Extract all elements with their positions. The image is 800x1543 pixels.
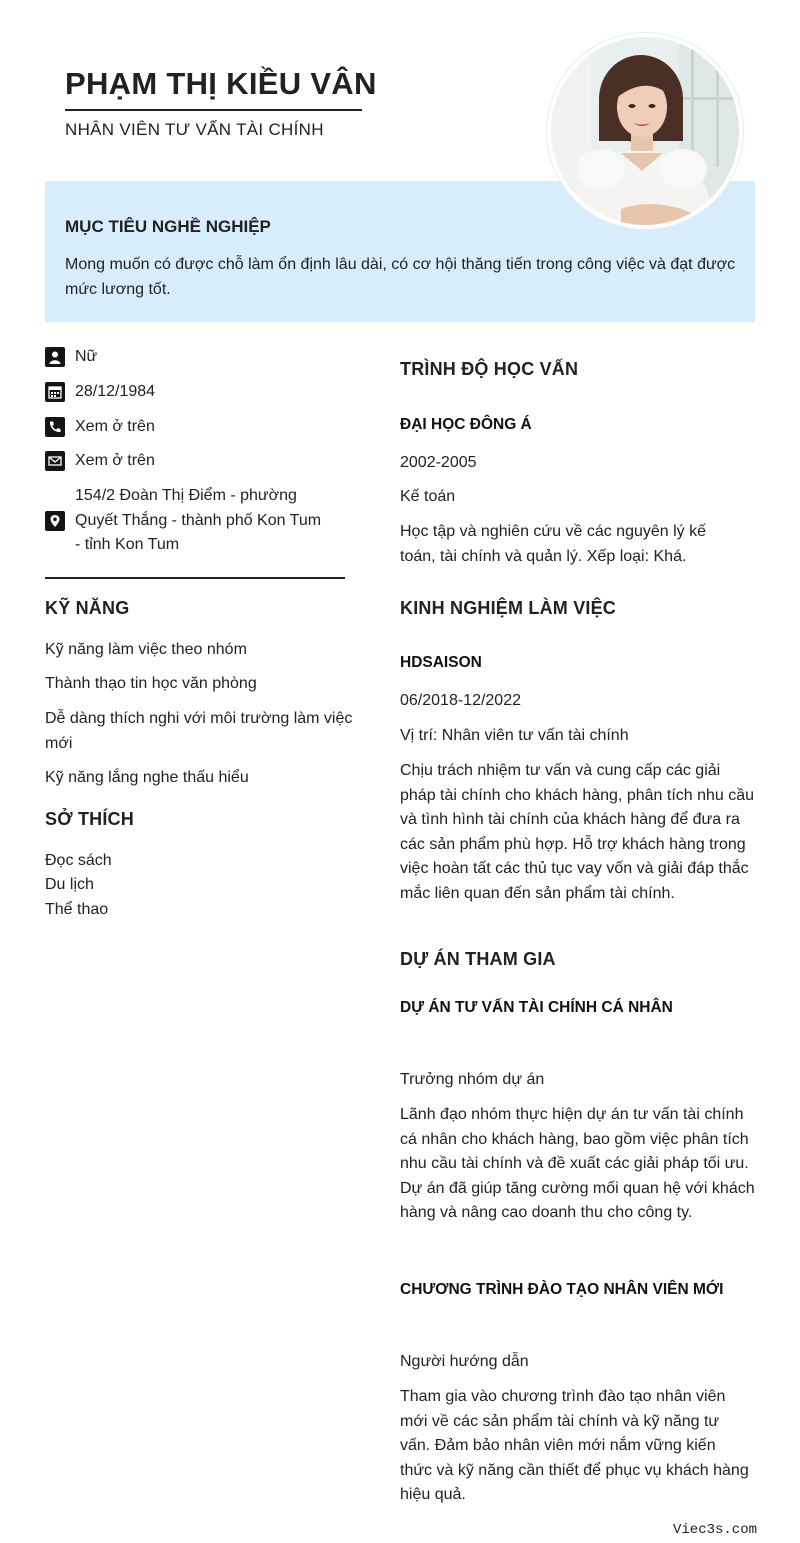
phone-icon [45,417,65,437]
name-underline [65,109,362,111]
project-description: Lãnh đạo nhóm thực hiện dự án tư vấn tài chính cá nhân cho khách hàng, bao gồm việc phân tích nhu cầu tài chính và đề xuất các giải pháp tối ưu. Dự án đã giúp tăng cường mối quan hệ với khách hàng và nâng cao doanh thu cho công ty. [400,1106,755,1221]
calendar-icon [45,382,65,402]
email-value: Xem ở trên [75,452,155,469]
skills-heading: KỸ NĂNG [45,598,130,618]
location-pin-icon [45,511,65,531]
education-heading: TRÌNH ĐỘ HỌC VẤN [400,359,579,379]
objective-heading: MỤC TIÊU NGHỀ NGHIỆP [65,217,271,236]
education-major: Kế toán [400,488,456,505]
birthday-row [45,380,155,405]
email-row [45,449,155,474]
hobby-item: Đọc sách [45,852,112,869]
skill-item: Dễ dàng thích nghi với môi trường làm việc mới [45,710,353,752]
project-role: Người hướng dẫn [400,1353,529,1370]
experience-period: 06/2018-12/2022 [400,692,521,709]
phone-value: Xem ở trên [75,418,155,435]
skill-item: Thành thạo tin học văn phòng [45,675,257,692]
mail-icon [45,451,65,471]
portrait-illustration [551,37,739,225]
address-row [45,484,325,558]
objective-text: Mong muốn có được chỗ làm ổn định lâu dài, có cơ hội thăng tiến trong công việc và đạt được mức lương tốt. [65,256,736,298]
birthday-value: 28/12/1984 [75,383,156,400]
hobby-item: Thể thao [45,901,109,918]
candidate-name: PHẠM THỊ KIỀU VÂN [65,66,377,101]
experience-position: Vị trí: Nhân viên tư vấn tài chính [400,727,629,744]
skill-item: Kỹ năng lắng nghe thấu hiểu [45,769,249,786]
experience-company: HDSAISON [400,654,482,671]
education-school: ĐẠI HỌC ĐÔNG Á [400,416,532,433]
job-title: NHÂN VIÊN TƯ VẤN TÀI CHÍNH [65,120,324,139]
gender-value: Nữ [75,348,98,365]
person-icon [45,347,65,367]
project-name: DỰ ÁN TƯ VẤN TÀI CHÍNH CÁ NHÂN [400,999,673,1016]
contact-divider [45,577,345,579]
experience-description: Chịu trách nhiệm tư vấn và cung cấp các giải pháp tài chính cho khách hàng, phân tích nhu cầu và tình hình tài chính của khách hàng để đưa ra các sản phẩm phù hợp. Hỗ trợ khách hàng trong việc hoàn tất các thủ tục vay vốn và giải đáp thắc mắc liên quan đến sản phẩm tài chính. [400,762,755,902]
gender-row [45,345,97,370]
project-description: Tham gia vào chương trình đào tạo nhân viên mới về các sản phẩm tài chính và kỹ năng tư vấn. Đảm bảo nhân viên mới nắm vững kiến thức và kỹ năng cần thiết để phục vụ khách hàng hiệu quả. [400,1388,749,1503]
project-name: CHƯƠNG TRÌNH ĐÀO TẠO NHÂN VIÊN MỚI [400,1281,724,1298]
hobbies-heading: SỞ THÍCH [45,809,134,829]
site-watermark: Viec3s.com [673,1522,758,1538]
project-role: Trưởng nhóm dự án [400,1071,545,1088]
hobby-item: Du lịch [45,876,94,893]
profile-photo [547,33,743,229]
skill-item: Kỹ năng làm việc theo nhóm [45,641,247,658]
education-description: Học tập và nghiên cứu về các nguyên lý kế toán, tài chính và quản lý. Xếp loại: Khá. [400,523,706,565]
education-period: 2002-2005 [400,454,477,471]
experience-heading: KINH NGHIỆM LÀM VIỆC [400,598,617,618]
projects-heading: DỰ ÁN THAM GIA [400,949,556,969]
address-value: 154/2 Đoàn Thị Điểm - phường Quyết Thắng - thành phố Kon Tum - tỉnh Kon Tum [75,487,322,553]
phone-row [45,415,155,440]
